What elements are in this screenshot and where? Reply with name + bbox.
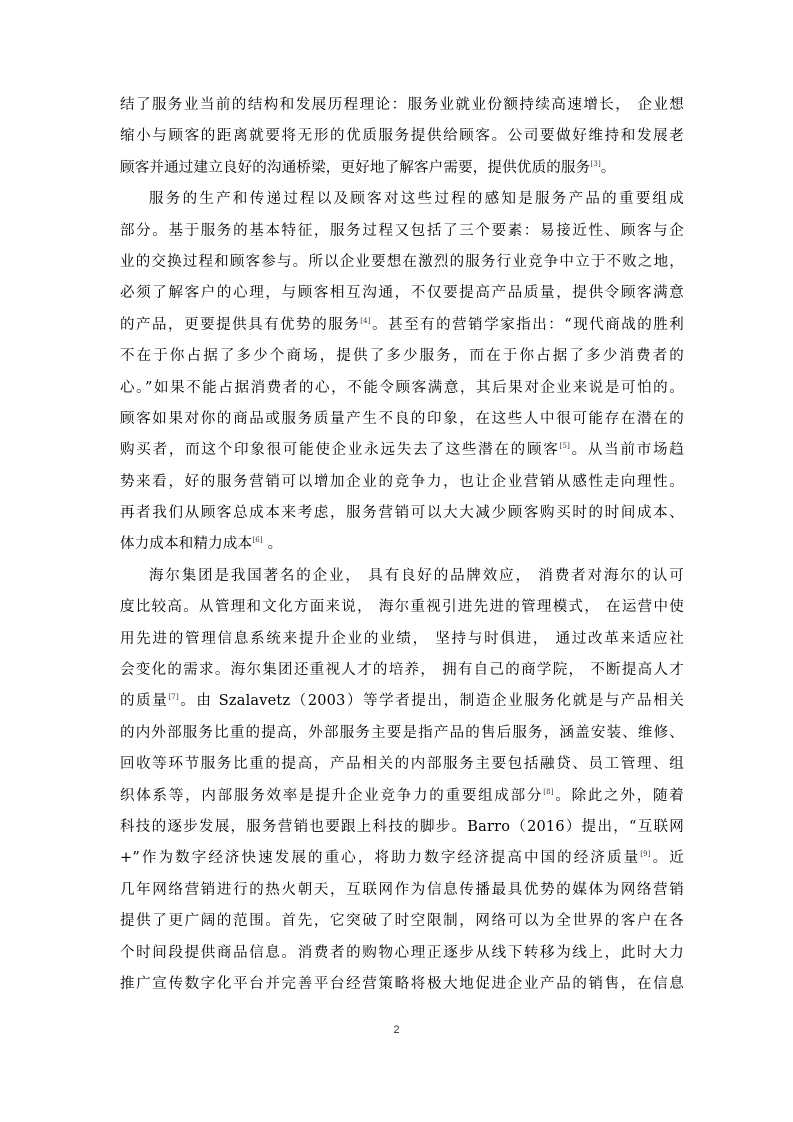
text-segment: 顾客如果对你的商品或服务质量产生不良的印象，在这些人中很可能存在潜在的 <box>120 410 684 427</box>
text-line <box>120 216 684 247</box>
text-segment: 的产品，更要提供具有优势的服务 <box>120 316 361 333</box>
text-line <box>120 373 684 404</box>
text-segment: 结了服务业当前的结构和发展历程理论：服务业就业份额持续高速增长， 企业想 <box>120 97 684 113</box>
text-segment: 科技的逐步发展，服务营销也要跟上科技的脚步。Barro（2016）提出，“互联网 <box>120 818 684 835</box>
citation-ref: [6] <box>252 536 263 545</box>
text-line <box>120 875 684 906</box>
text-line <box>120 404 684 435</box>
text-segment: 几年网络营销进行的热火朝天，互联网作为信息传播最具优势的媒体为网络营销 <box>120 881 684 898</box>
text-line <box>120 310 684 341</box>
text-segment: 海尔集团是我国著名的企业， 具有良好的品牌效应， 消费者对海尔的认可 <box>149 567 684 584</box>
text-line <box>120 781 684 812</box>
text-line <box>120 843 684 874</box>
text-segment: 。近 <box>650 850 684 867</box>
citation-ref: [3] <box>590 159 601 168</box>
text-segment: 。由 Szalavetz（2003）等学者提出，制造企业服务化就是与产品相关 <box>178 693 684 710</box>
text-line <box>120 184 684 215</box>
citation-ref: [9] <box>640 850 651 859</box>
text-segment: 回收等环节服务比重的提高，产品相关的内部服务主要包括融贷、员工管理、组 <box>120 756 684 773</box>
text-segment: 。除此之外，随着 <box>553 787 684 804</box>
text-line <box>120 90 684 121</box>
text-segment: 缩小与顾客的距离就要将无形的优质服务提供给顾客。公司要做好维持和发展老 <box>120 128 684 145</box>
text-segment: 顾客并通过建立良好的沟通桥梁，更好地了解客户需要，提供优质的服务 <box>120 159 591 176</box>
text-segment: 个时间段提供商品信息。消费者的购物心理正逐步从线下转移为线上，此时大力 <box>120 944 684 961</box>
text-segment: 度比较高。从管理和文化方面来说， 海尔重视引进先进的管理模式， 在运营中使 <box>120 599 684 616</box>
text-segment: 不在于你占据了多少个商场，提供了多少服务，而在于你占据了多少消费者的 <box>120 348 684 365</box>
text-segment: 服务的生产和传递过程以及顾客对这些过程的感知是服务产品的重要组成 <box>149 191 684 208</box>
text-line <box>120 341 684 372</box>
text-line <box>120 592 684 623</box>
citation-ref: [5] <box>559 442 571 451</box>
text-segment: 推广宣传数字化平台并完善平台经营策略将极大地促进企业产品的销售，在信息 <box>120 975 684 992</box>
text-segment: 。 <box>600 159 616 176</box>
text-line <box>120 938 684 969</box>
text-segment: 会变化的需求。海尔集团还重视人才的培养， 拥有自己的商学院， 不断提高人才 <box>120 662 684 679</box>
text-segment: 的质量 <box>120 693 169 710</box>
text-segment: 再者我们从顾客总成本来考虑，服务营销可以大大减少顾客购买时的时间成本、 <box>120 505 684 522</box>
citation-ref: [7] <box>168 693 179 702</box>
text-segment: 心。”如果不能占据消费者的心，不能令顾客满意，其后果对企业来说是可怕的。 <box>120 379 684 396</box>
text-segment: 购买者，而这个印象很可能使企业永远失去了这些潜在的顾客 <box>120 442 560 459</box>
text-line <box>120 624 684 655</box>
text-line <box>120 435 684 466</box>
text-line <box>120 278 684 309</box>
text-segment: 。 <box>262 536 283 553</box>
text-segment: 必须了解客户的心理，与顾客相互沟通，不仅要提高产品质量，提供令顾客满意 <box>120 285 684 302</box>
text-segment: 业的交换过程和顾客参与。所以企业要想在激烈的服务行业竞争中立于不败之地， <box>120 253 684 270</box>
citation-ref: [8] <box>543 787 554 796</box>
text-segment: 提供了更广阔的范围。首先，它突破了时空限制，网络可以为全世界的客户在各 <box>120 913 684 930</box>
text-line <box>120 969 684 1000</box>
text-line <box>120 121 684 152</box>
text-line <box>120 686 684 717</box>
text-segment: 用先进的管理信息系统来提升企业的业绩， 坚持与时俱进， 通过改革来适应社 <box>120 630 684 647</box>
text-line <box>120 906 684 937</box>
text-segment: 。甚至有的营销学家指出：“现代商战的胜利 <box>370 316 684 333</box>
text-line <box>120 153 684 184</box>
text-line <box>120 498 684 529</box>
text-line <box>120 529 684 560</box>
text-line <box>120 247 684 278</box>
text-segment: 的内外部服务比重的提高，外部服务主要是指产品的售后服务，涵盖安装、维修、 <box>120 724 684 741</box>
body-text <box>120 90 684 1000</box>
text-line <box>120 467 684 498</box>
text-line <box>120 561 684 592</box>
text-line <box>120 655 684 686</box>
text-line <box>120 718 684 749</box>
text-segment: 。从当前市场趋 <box>570 442 684 459</box>
text-segment: +”作为数字经济快速发展的重心，将助力数字经济提高中国的经济质量 <box>120 850 641 867</box>
text-line <box>120 749 684 780</box>
text-segment: 体力成本和精力成本 <box>120 536 253 553</box>
text-segment: 势来看，好的服务营销可以增加企业的竞争力，也让企业营销从感性走向理性。 <box>120 473 684 490</box>
citation-ref: [4] <box>360 316 371 325</box>
text-line <box>120 812 684 843</box>
text-segment: 织体系等，内部服务效率是提升企业竞争力的重要组成部分 <box>120 787 544 804</box>
page-number: 2 <box>393 1024 400 1036</box>
text-segment: 部分。基于服务的基本特征，服务过程又包括了三个要素：易接近性、顾客与企 <box>120 222 684 239</box>
